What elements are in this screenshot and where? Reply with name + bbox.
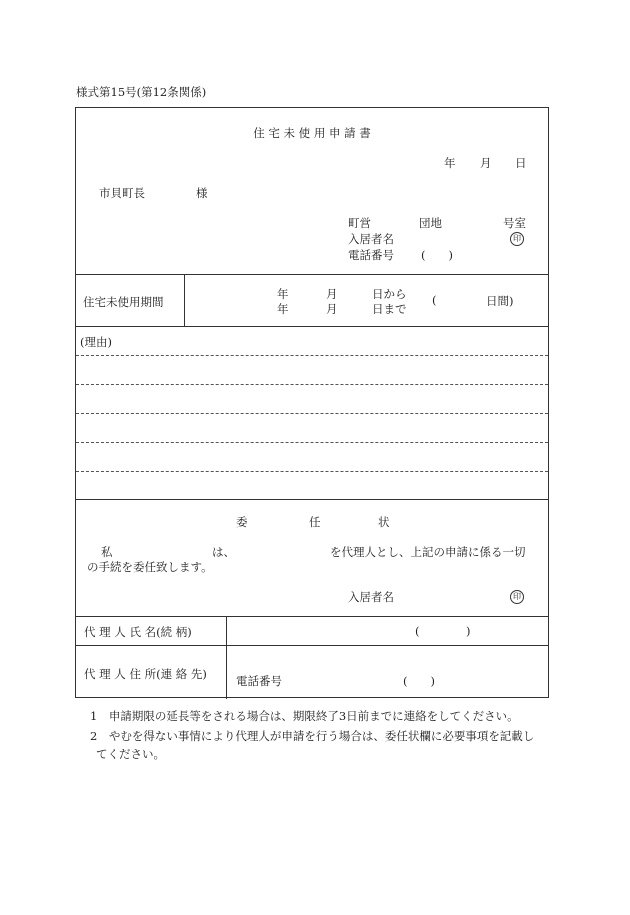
agent-address-label: 代 理 人 住 所(連 絡 先) [84, 667, 207, 681]
form-title: 住 宅 未 使 用 申 請 書 [253, 126, 371, 140]
reason-line[interactable] [76, 413, 548, 414]
agent-phone-parens: ( ) [403, 674, 435, 688]
delegation-title-3: 状 [378, 515, 390, 529]
delegation-title-1: 委 [236, 515, 248, 529]
divider [76, 645, 548, 646]
period-to-year: 年 [277, 302, 289, 316]
period-from-month: 月 [326, 287, 338, 301]
period-from-day: 日から [372, 287, 407, 301]
agent-name-label: 代 理 人 氏 名(続 柄) [84, 625, 192, 639]
applicant-complex-label: 団地 [419, 216, 442, 230]
reason-line[interactable] [76, 384, 548, 385]
date-month-label: 月 [480, 156, 492, 170]
delegation-resident-label: 入居者名 [348, 590, 394, 604]
application-form [75, 107, 549, 698]
date-year-label: 年 [444, 156, 456, 170]
form-number: 様式第15号(第12条関係) [76, 85, 207, 99]
divider [76, 499, 548, 500]
delegation-text-line2: の手続を委任致します。 [87, 560, 213, 574]
period-label: 住宅未使用期間 [83, 295, 164, 309]
reason-line[interactable] [76, 442, 548, 443]
agent-phone-label: 電話番号 [236, 674, 282, 688]
applicant-room-label: 号室 [503, 216, 526, 230]
period-from-year: 年 [277, 287, 289, 301]
addressee-honorific: 様 [196, 186, 208, 200]
delegation-text-wa: は、 [212, 545, 235, 559]
divider [76, 326, 548, 327]
applicant-seal-mark: 印 [510, 230, 524, 246]
delegation-seal-mark: 印 [510, 588, 524, 604]
applicant-phone-parens: ( ) [421, 248, 453, 262]
period-days-open: ( [432, 293, 437, 307]
reason-line[interactable] [76, 355, 548, 356]
delegation-text-i: 私 [101, 545, 113, 559]
period-days-close: 日間) [486, 294, 514, 308]
note-1: 1 申請期限の延長等をされる場合は、期限終了3日前までに連絡をしてください。 [90, 709, 519, 723]
divider [76, 616, 548, 617]
date-day-label: 日 [515, 156, 527, 170]
period-to-month: 月 [326, 302, 338, 316]
delegation-title-2: 任 [309, 515, 321, 529]
agent-name-parens-open: ( [415, 624, 420, 638]
applicant-phone-label: 電話番号 [348, 248, 394, 262]
agent-name-parens-close: ) [466, 624, 471, 638]
divider [76, 274, 548, 275]
agent-divider [226, 616, 227, 699]
period-divider [184, 274, 185, 326]
applicant-name-label: 入居者名 [348, 232, 394, 246]
addressee: 市貝町長 [99, 186, 145, 200]
period-to-day: 日まで [372, 302, 407, 316]
reason-label: (理由) [80, 335, 112, 349]
note-2: 2 やむを得ない事情により代理人が申請を行う場合は、委任状欄に必要事項を記載し [90, 729, 535, 743]
reason-line[interactable] [76, 471, 548, 472]
delegation-text-line1: を代理人とし、上記の申請に係る一切 [330, 545, 526, 559]
note-2-continued: てください。 [96, 747, 165, 761]
applicant-housing-label: 町営 [348, 216, 371, 230]
